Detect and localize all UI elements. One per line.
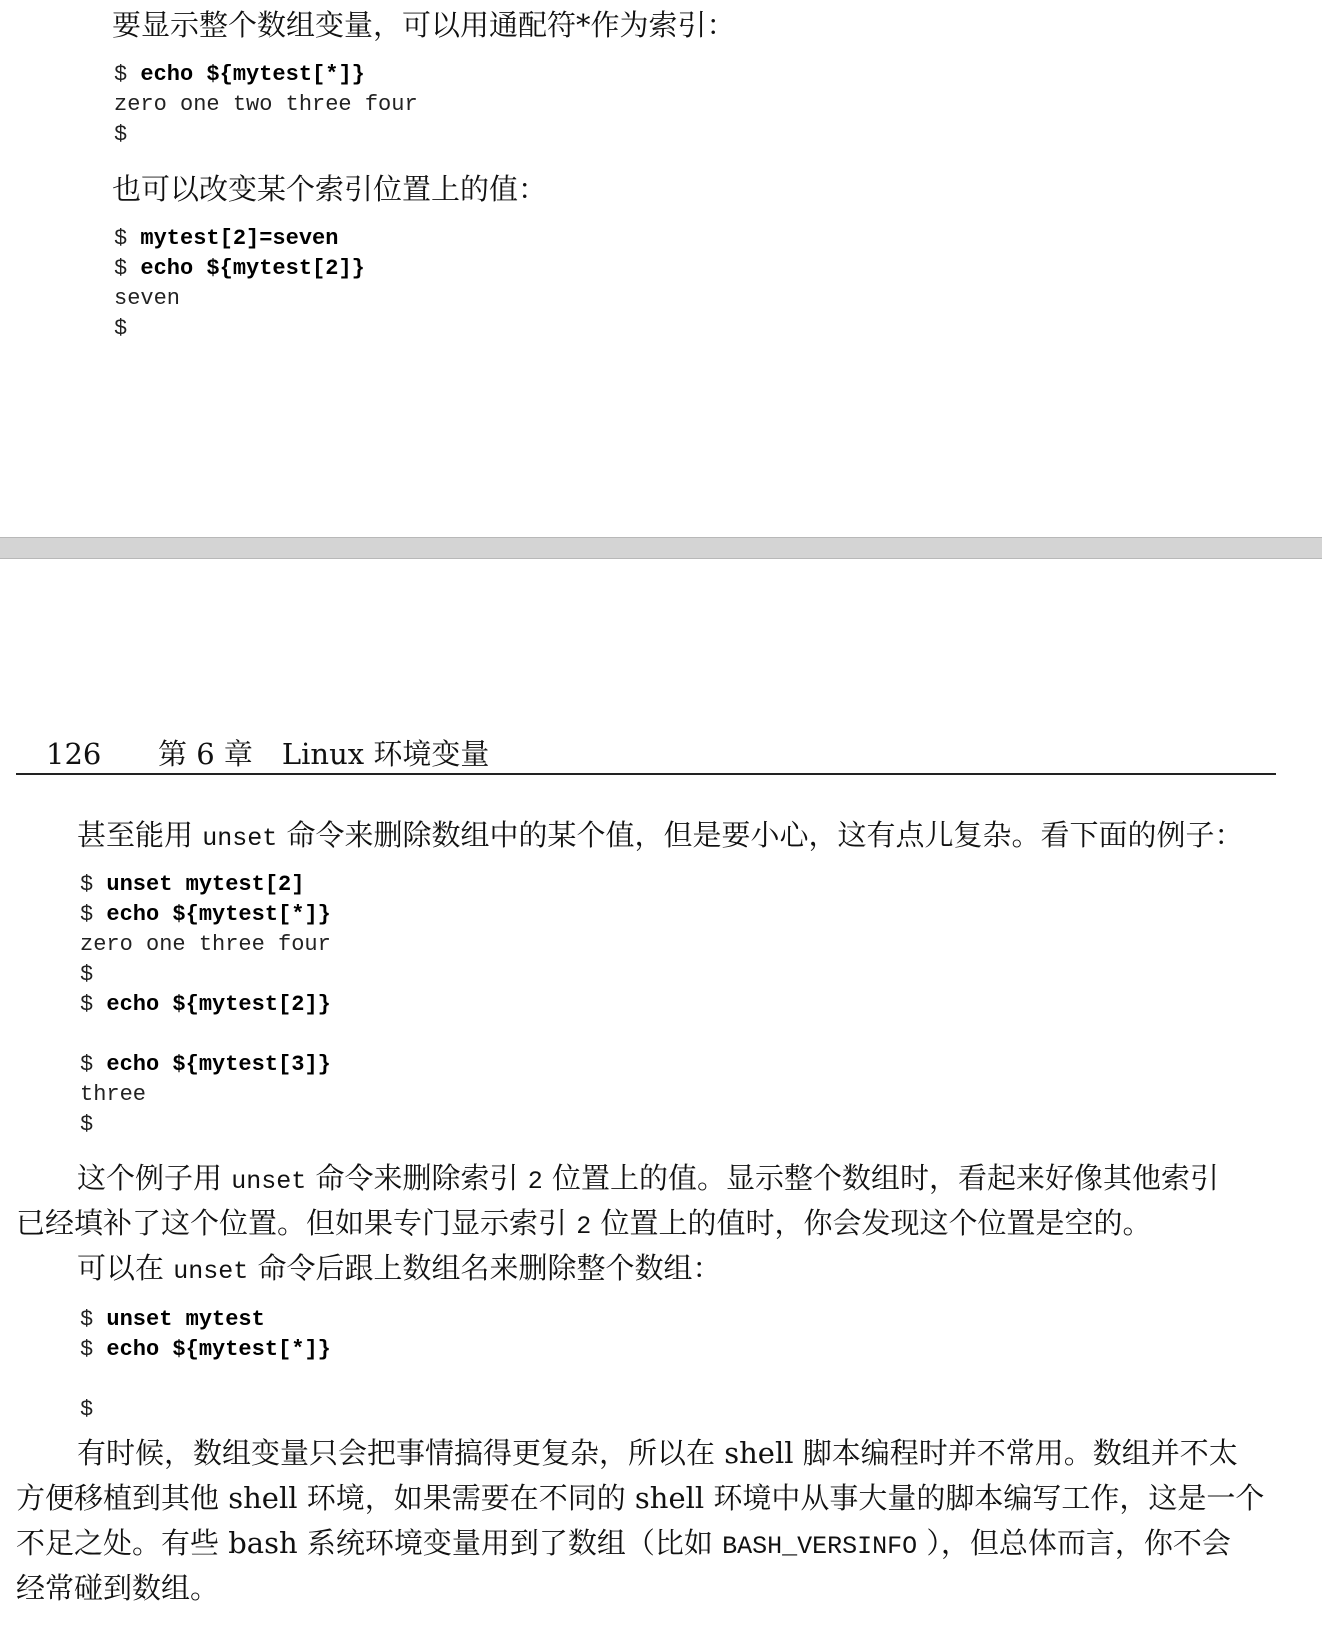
- code-block-unset-element: [80, 870, 331, 1140]
- text: 可以在: [77, 1251, 165, 1285]
- code-command-line: [80, 1110, 331, 1140]
- page-number: 126: [46, 737, 102, 771]
- shell-command: unset mytest: [106, 1307, 265, 1332]
- text: ），但总体而言，你不会: [926, 1526, 1231, 1560]
- text: 不足之处。有些 bash 系统环境变量用到了数组（比如: [16, 1526, 713, 1560]
- code-command-line: [114, 60, 418, 90]
- code-output-line: [80, 1020, 331, 1050]
- page-separator: [0, 537, 1322, 559]
- code-command-line: [80, 960, 331, 990]
- paragraph-summary-line4: 经常碰到数组。: [16, 1571, 220, 1605]
- page-header: [46, 732, 489, 773]
- code-command-line: [80, 900, 331, 930]
- shell-prompt: $: [80, 902, 107, 927]
- text: 命令来删除索引: [315, 1161, 519, 1195]
- shell-command: echo ${mytest[2]}: [140, 256, 365, 281]
- code-command-line: [114, 120, 418, 150]
- shell-command: echo ${mytest[2]}: [106, 992, 331, 1017]
- shell-prompt: $: [114, 256, 141, 281]
- inline-code-index: 2: [576, 1212, 592, 1241]
- shell-prompt: $: [80, 1307, 107, 1332]
- shell-command: echo ${mytest[3]}: [106, 1052, 331, 1077]
- code-command-line: [80, 870, 331, 900]
- code-block-assign: [114, 224, 365, 344]
- shell-command: mytest[2]=seven: [140, 226, 339, 251]
- text: 命令后跟上数组名来删除整个数组：: [257, 1251, 722, 1285]
- text: 位置上的值时，你会发现这个位置是空的。: [600, 1206, 1152, 1240]
- shell-command: unset mytest[2]: [106, 872, 305, 897]
- paragraph-unset-intro: [77, 812, 1243, 862]
- shell-command: echo ${mytest[*]}: [106, 902, 331, 927]
- code-command-line: [80, 1305, 331, 1335]
- shell-prompt: $: [114, 122, 128, 147]
- paragraph-summary-line3: [16, 1520, 1231, 1570]
- text: 位置上的值。显示整个数组时，看起来好像其他索引: [551, 1161, 1219, 1195]
- header-rule: [16, 773, 1276, 775]
- code-command-line: [114, 254, 365, 284]
- inline-code-unset: unset: [202, 824, 278, 853]
- paragraph-change-value: 也可以改变某个索引位置上的值：: [112, 172, 548, 206]
- text: 已经填补了这个位置。但如果专门显示索引: [16, 1206, 568, 1240]
- inline-code-unset: unset: [173, 1257, 249, 1286]
- shell-prompt: $: [80, 992, 107, 1017]
- paragraph-summary-line1: 有时候，数组变量只会把事情搞得更复杂，所以在 shell 脚本编程时并不常用。数组并不太: [77, 1436, 1238, 1470]
- code-command-line: [80, 1335, 331, 1365]
- paragraph-show-whole-array: 要显示整个数组变量，可以用通配符*作为索引：: [112, 8, 736, 42]
- code-command-line: [114, 314, 365, 344]
- paragraph-explain-line2: [16, 1200, 1151, 1250]
- text: 这个例子用: [77, 1161, 223, 1195]
- inline-code-index: 2: [527, 1167, 543, 1196]
- shell-prompt: $: [114, 316, 128, 341]
- paragraph-unset-whole: [77, 1245, 721, 1295]
- text: 甚至能用: [77, 818, 194, 852]
- inline-code-bash-versinfo: BASH_VERSINFO: [722, 1532, 918, 1561]
- chapter-title: 第 6 章 Linux 环境变量: [158, 737, 490, 771]
- code-output-line: zero one three four: [80, 932, 331, 957]
- code-command-line: [80, 1050, 331, 1080]
- paragraph-explain-line1: [77, 1155, 1219, 1205]
- shell-prompt: $: [80, 1052, 107, 1077]
- code-command-line: [114, 224, 365, 254]
- code-output-line: three: [80, 1082, 147, 1107]
- code-command-line: [80, 1395, 331, 1425]
- inline-code-unset: unset: [231, 1167, 307, 1196]
- code-block-unset-array: [80, 1305, 331, 1425]
- shell-prompt: $: [80, 872, 107, 897]
- code-command-line: [80, 990, 331, 1020]
- code-output-line: zero one two three four: [114, 92, 418, 117]
- shell-command: echo ${mytest[*]}: [106, 1337, 331, 1362]
- shell-prompt: $: [80, 962, 94, 987]
- shell-prompt: $: [80, 1112, 94, 1137]
- shell-prompt: $: [114, 226, 141, 251]
- code-block-echo-all: [114, 60, 418, 150]
- shell-prompt: $: [80, 1337, 107, 1362]
- shell-command: echo ${mytest[*]}: [140, 62, 365, 87]
- paragraph-summary-line2: 方便移植到其他 shell 环境，如果需要在不同的 shell 环境中从事大量的脚本编写工作，这是一个: [16, 1481, 1265, 1515]
- shell-prompt: $: [80, 1397, 94, 1422]
- text: 命令来删除数组中的某个值，但是要小心，这有点儿复杂。看下面的例子：: [286, 818, 1244, 852]
- code-output-line: [80, 1365, 331, 1395]
- code-output-line: seven: [114, 286, 181, 311]
- shell-prompt: $: [114, 62, 141, 87]
